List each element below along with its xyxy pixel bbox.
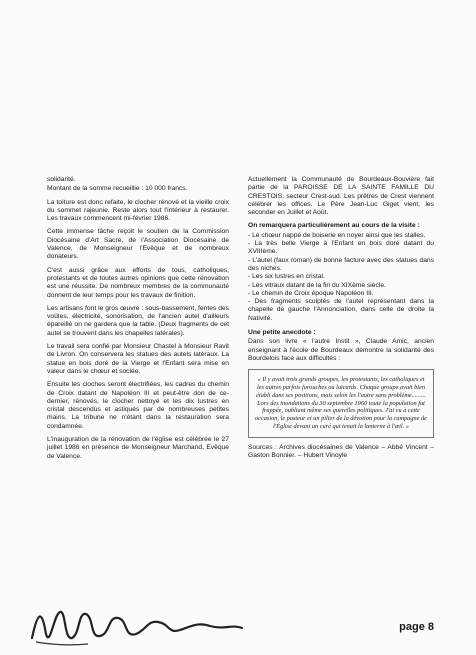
paragraph: La toiture est donc refaite, le clocher rénové et la vieille croix du sommet rajeunie. Reste alors tout l'intérieur à restaurer. Les travaux commencent mi-février 1986. xyxy=(47,198,229,223)
list-item: - Des fragments sculptés de l'autel représentant dans la chapelle de gauche l'Annonciation, dans celle de droite la Nativité. xyxy=(248,298,434,322)
list-item: - Le chœur nappé de boiserie en noyer ainsi que les stalles. xyxy=(248,231,426,239)
page-number: page 8 xyxy=(399,621,434,633)
section-heading: On remarquera particulièrement au cours de la visite : xyxy=(248,222,420,230)
paragraph: Actuellement la Communauté de Bourdeaux-Bouvière fait partie de la PAROISSE DE LA SAINTE FAMILLE DU CRESTOIS, secteur Crest-sud. Les prêtres de Crest viennent célébrer les offices. Le Père Jean-Luc Giget vient, les seconder en Juillet et Août. xyxy=(248,176,434,217)
left-column xyxy=(47,176,229,466)
signature-scribble-icon xyxy=(28,604,328,648)
paragraph: Dans son livre « l'autre Instit », Claude Amic, ancien enseignant à l'école de Bourdeaux démontre la solidarité des Bourdelois face aux difficultés : xyxy=(248,338,434,362)
paragraph: C'est aussi grâce aux efforts de tous, catholiques, protestants et de toutes autres opinions que cette rénovation est une réussite. De nombreux membres de la communauté donnent de leur temps pour les travaux de finition. xyxy=(47,266,229,299)
list-item: - Les six lustres en cristal. xyxy=(248,273,325,281)
quote-box: « Il y avait trois grands groupes, les protestants, les catholiques et les autres parfois farouches ou laïcards. Chaque groupe avait bien établi dans ses positions, mais selon les l'autre sans problème......... Lors des inondations du 30 septembre 1960 toute la population fut frappée, oubliant même ses querelles politiques. J'ai vu à cette occasion, le pasteur et un pilier de la dévotion pour la campagne de l'Église devant un curé qui tenait la lanterne à l'œil. » xyxy=(248,369,434,438)
paragraph: Le travail sera confié par Monsieur Chastel à Monsieur Ravit de Livron. On conservera les statues des autels latéraux. La statue en bois doré de la Vierge et l'Enfant sera mise en valeur dans le chœur et soclée. xyxy=(47,343,229,375)
paragraph: Ensuite les cloches seront électrifiées, les cadres du chemin de Croix datant de Napoléon III et peut-être don de ce-dernier, rénovés, le clocher nettoyé et les dix lustres en cristal descendus et astiqués par de nombreuses petites mains. La tribune ne n'étant dans la restauration sera condamnée. xyxy=(47,381,229,430)
paragraph: L'inauguration de la rénovation de l'église est célébrée le 27 juillet 1986 en présence de Monseigneur Marchand, Evêque de Valence. xyxy=(47,436,229,460)
paragraph: Montant de la somme recueillie : 10 000 francs. xyxy=(47,185,188,193)
list-item: - Les vitraux datant de la fin du XIXème siècle. xyxy=(248,281,386,289)
sources-line: Sources : Archives diocésaines de Valence – Abbé Vincent – Gaston Bonnier. – Hubert Vinoyle xyxy=(248,443,434,460)
highlights-list xyxy=(248,232,434,323)
paragraph: Cette immense tâche reçoit le soutien de la Commission Diocésaine d'Art Sacré, de l'Association Diocésaine de Valence, de Monseigneur l'Evêque et de nombreux donateurs. xyxy=(47,228,229,261)
section-heading: Une petite anecdote : xyxy=(248,329,316,337)
list-item: - L'autel (faux roman) de bonne facture avec des statues dans des niches. xyxy=(248,256,434,272)
list-item: - Le chemin de Croix époque Napoléon III. xyxy=(248,289,374,297)
paragraph: Les artisans font le gros œuvre : sous-bassement, fentes des voûtes, électricité, sonorisation, de l'ancien autel d'ailleurs épareillé on ne gardera que la table. (Deux fragments de cet autel se trouvent dans les chapelles latérales). xyxy=(47,304,229,337)
paragraph: solidarité. xyxy=(47,176,76,183)
right-column xyxy=(248,176,434,465)
list-item: - La très belle Vierge à l'Enfant en bois doré datant du XVIIIème. xyxy=(248,240,434,256)
